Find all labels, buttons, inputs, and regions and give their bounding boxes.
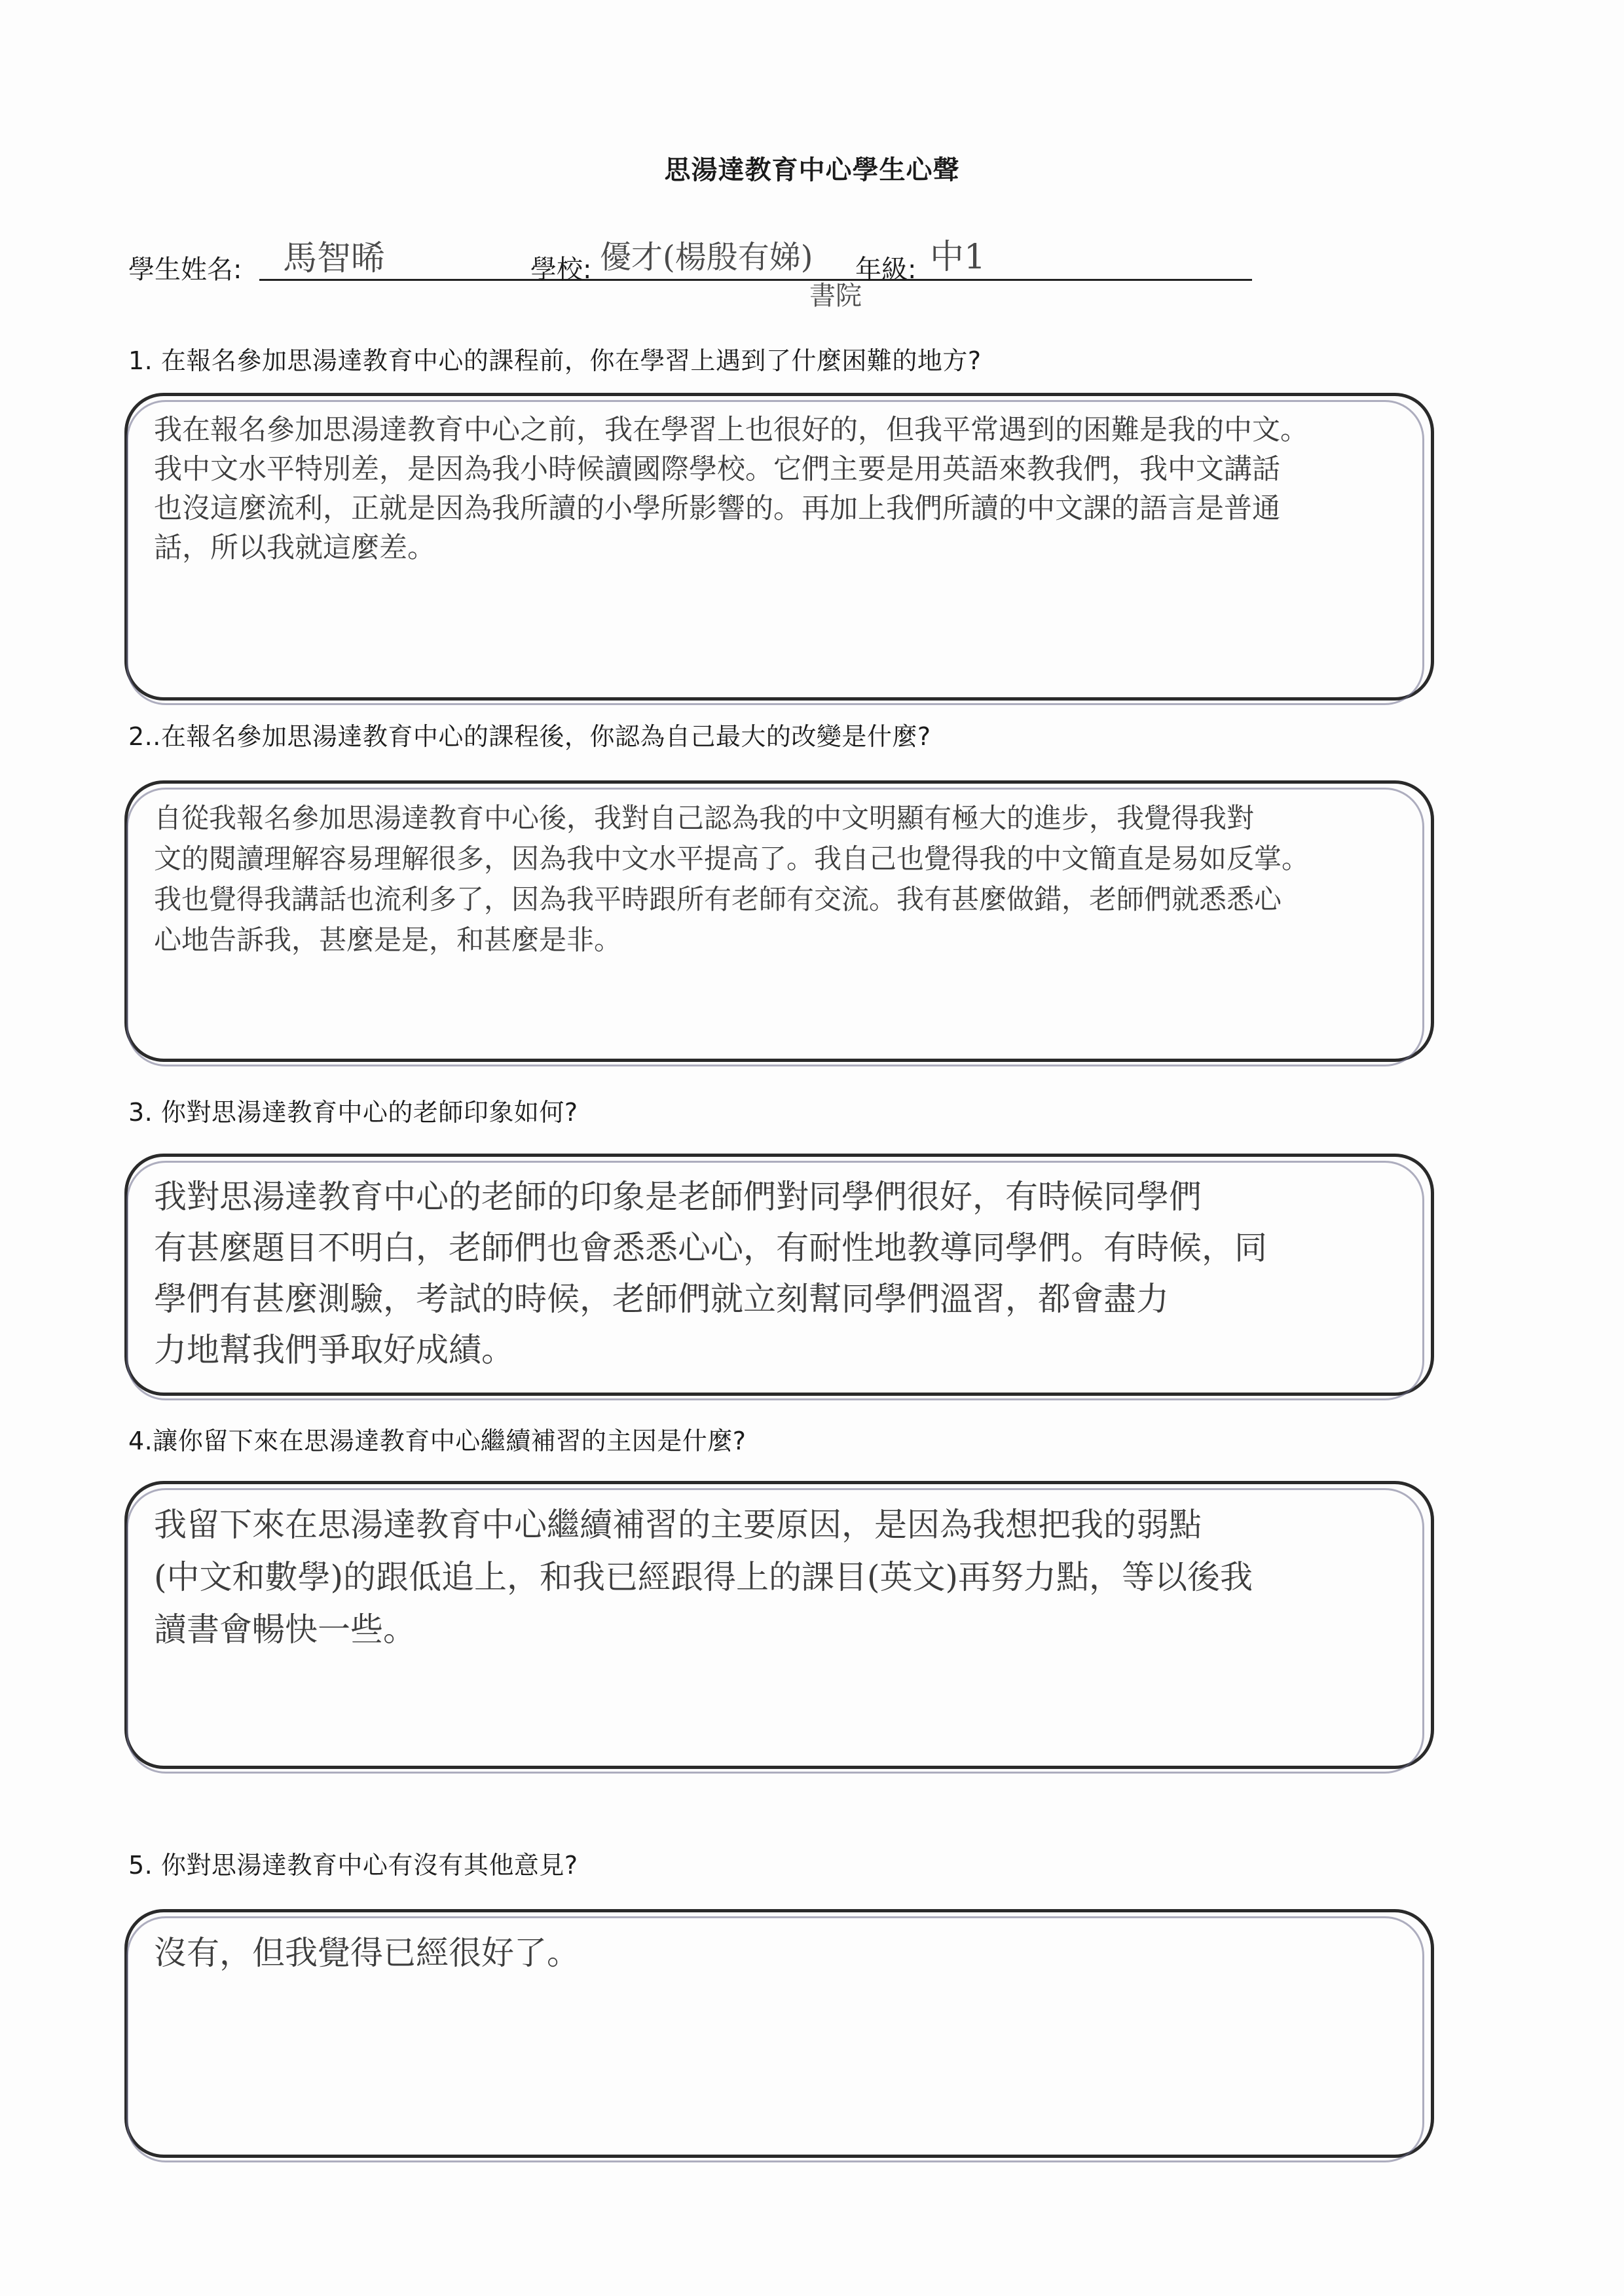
question-4: 4.讓你留下來在思湯達教育中心繼續補習的主因是什麼? — [128, 1427, 747, 1455]
answer-1-text: 我在報名參加思湯達教育中心之前，我在學習上也很好的，但我平常遇到的困難是我的中文。 我中文水平特別差，是因為我小時候讀國際學校。它們主要是用英語來教我們，我中文講話 也沒這麼流利，正就是因為我所讀的小學所影響的。再加上我們所讀的中文課的語言是普通 話，所以我就這麼差。 — [154, 414, 1308, 564]
answer-box-1 — [124, 393, 1434, 701]
question-1: 1. 在報名參加思湯達教育中心的課程前，你在學習上遇到了什麼困難的地方? — [128, 346, 982, 375]
answer-4-text: 我留下來在思湯達教育中心繼續補習的主要原因，是因為我想把我的弱點 (中文和數學)的跟低追上，和我已經跟得上的課目(英文)再努力點，等以後我 讀書會暢快一些。 — [154, 1506, 1253, 1649]
student-name-value: 馬智晞 — [283, 239, 386, 278]
question-3: 3. 你對思湯達教育中心的老師印象如何? — [128, 1098, 578, 1127]
school-value: 優才(楊殷有娣) — [600, 239, 813, 276]
answer-box-2 — [124, 780, 1434, 1062]
question-2: 2..在報名參加思湯達教育中心的課程後，你認為自己最大的改變是什麼? — [128, 722, 931, 751]
answer-box-5 — [124, 1909, 1434, 2158]
page-title: 思湯達教育中心學生心聲 — [664, 155, 960, 185]
answer-5-text: 沒有，但我覺得已經很好了。 — [154, 1934, 580, 1972]
student-info-row — [128, 233, 1504, 312]
grade-value: 中1 — [930, 238, 986, 277]
grade-label: 年級: — [855, 255, 917, 285]
school-label: 學校: — [530, 255, 592, 285]
student-name-line — [259, 279, 652, 281]
answer-box-4 — [124, 1481, 1434, 1769]
student-name-label: 學生姓名: — [128, 255, 242, 285]
question-5: 5. 你對思湯達教育中心有沒有其他意見? — [128, 1851, 578, 1880]
answer-3-text: 我對思湯達教育中心的老師的印象是老師們對同學們很好，有時候同學們 有甚麼題目不明白，老師們也會悉悉心心，有耐性地教導同學們。有時候，同 學們有甚麼測驗，考試的時候，老師們就立刻幫同學們溫習，都會盡力 力地幫我們爭取好成績。 — [154, 1178, 1267, 1369]
grade-line — [925, 279, 1252, 281]
answer-2-text: 自從我報名參加思湯達教育中心後，我對自己認為我的中文明顯有極大的進步，我覺得我對 文的閱讀理解容易理解很多，因為我中文水平提高了。我自己也覺得我的中文簡直是易如反掌。 我也覺得我講話也流利多了，因為我平時跟所有老師有交流。我有甚麼做錯，老師們就悉悉心 心地告訴我，甚麼是是，和甚麼是非。 — [154, 802, 1310, 956]
school-value-line2: 書院 — [809, 281, 862, 311]
answer-box-3 — [124, 1154, 1434, 1396]
